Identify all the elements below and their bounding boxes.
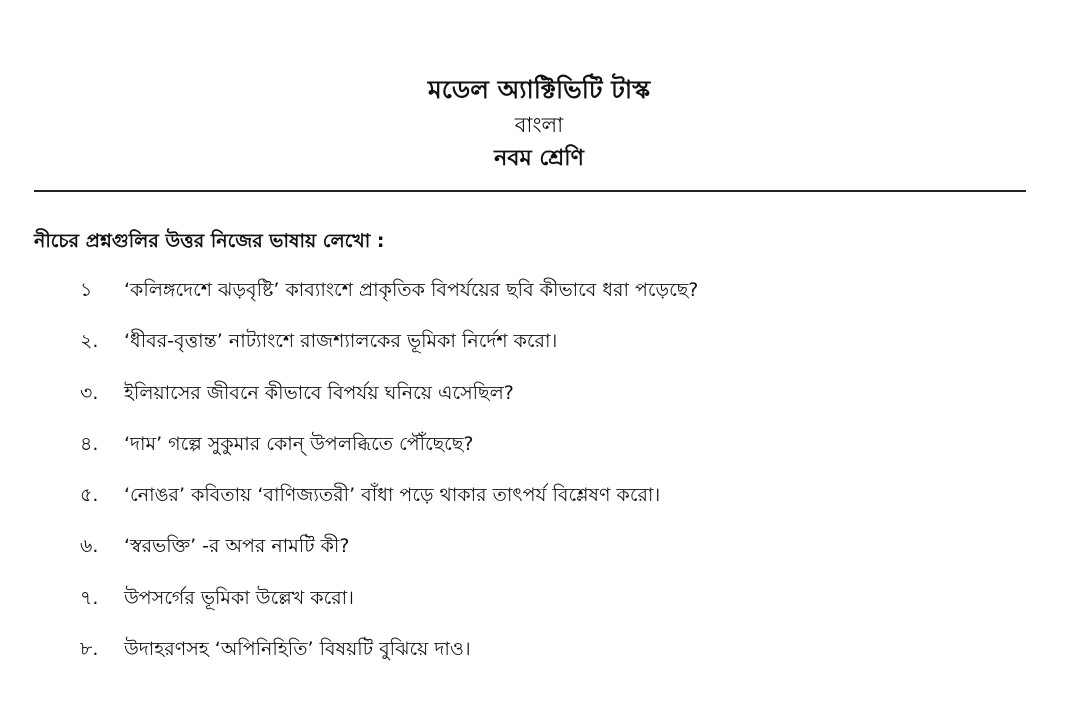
question-item (0, 326, 1078, 377)
subject-name: বাংলা (514, 113, 564, 137)
document-title: মডেল অ্যাক্টিভিটি টাস্ক (427, 75, 651, 104)
question-item (0, 480, 1078, 531)
question-text: ‘স্বরভক্তি’ -র অপর নামটি কী? (124, 535, 350, 558)
question-item (0, 634, 1078, 685)
question-item (0, 275, 1078, 326)
document-header (0, 72, 1078, 176)
instruction-text: নীচের প্রশ্নগুলির উত্তর নিজের ভাষায় লেখো : (34, 230, 385, 252)
question-number: ১ (80, 279, 93, 301)
question-item (0, 378, 1078, 429)
question-item (0, 429, 1078, 480)
question-number: ৫. (80, 484, 99, 507)
question-item (0, 583, 1078, 634)
question-list (0, 275, 1078, 685)
question-item (0, 531, 1078, 582)
grade-name: নবম শ্রেণি (494, 146, 584, 171)
question-number: ৪. (80, 432, 99, 455)
question-text: ‘কলিঙ্গদেশে ঝড়বৃষ্টি’ কাব্যাংশে প্রাকৃতিক বিপর্যয়ের ছবি কীভাবে ধরা পড়েছে? (124, 279, 699, 301)
question-text: ইলিয়াসের জীবনে কীভাবে বিপর্যয় ঘনিয়ে এসেছিল? (124, 381, 514, 404)
question-text: ‘নোঙর’ কবিতায় ‘বাণিজ্যতরী’ বাঁধা পড়ে থাকার তাৎপর্য বিশ্লেষণ করো। (124, 484, 661, 507)
question-number: ৩. (80, 381, 99, 404)
question-text: ‘ধীবর-বৃত্তান্ত’ নাট্যাংশে রাজশ্যালকের ভূমিকা নির্দেশ করো। (124, 330, 558, 353)
question-number: ৭. (80, 586, 99, 609)
header-divider (34, 190, 1026, 192)
question-text: উপসর্গের ভূমিকা উল্লেখ করো। (124, 586, 354, 609)
question-text: ‘দাম’ গল্পে সুকুমার কোন্ উপলব্ধিতে পৌঁছেছে? (124, 432, 474, 455)
question-text: উদাহরণসহ ‘অপিনিহিতি’ বিষয়টি বুঝিয়ে দাও। (124, 638, 471, 661)
question-number: ৮. (80, 638, 99, 661)
question-number: ২. (80, 330, 99, 353)
question-number: ৬. (80, 535, 99, 558)
